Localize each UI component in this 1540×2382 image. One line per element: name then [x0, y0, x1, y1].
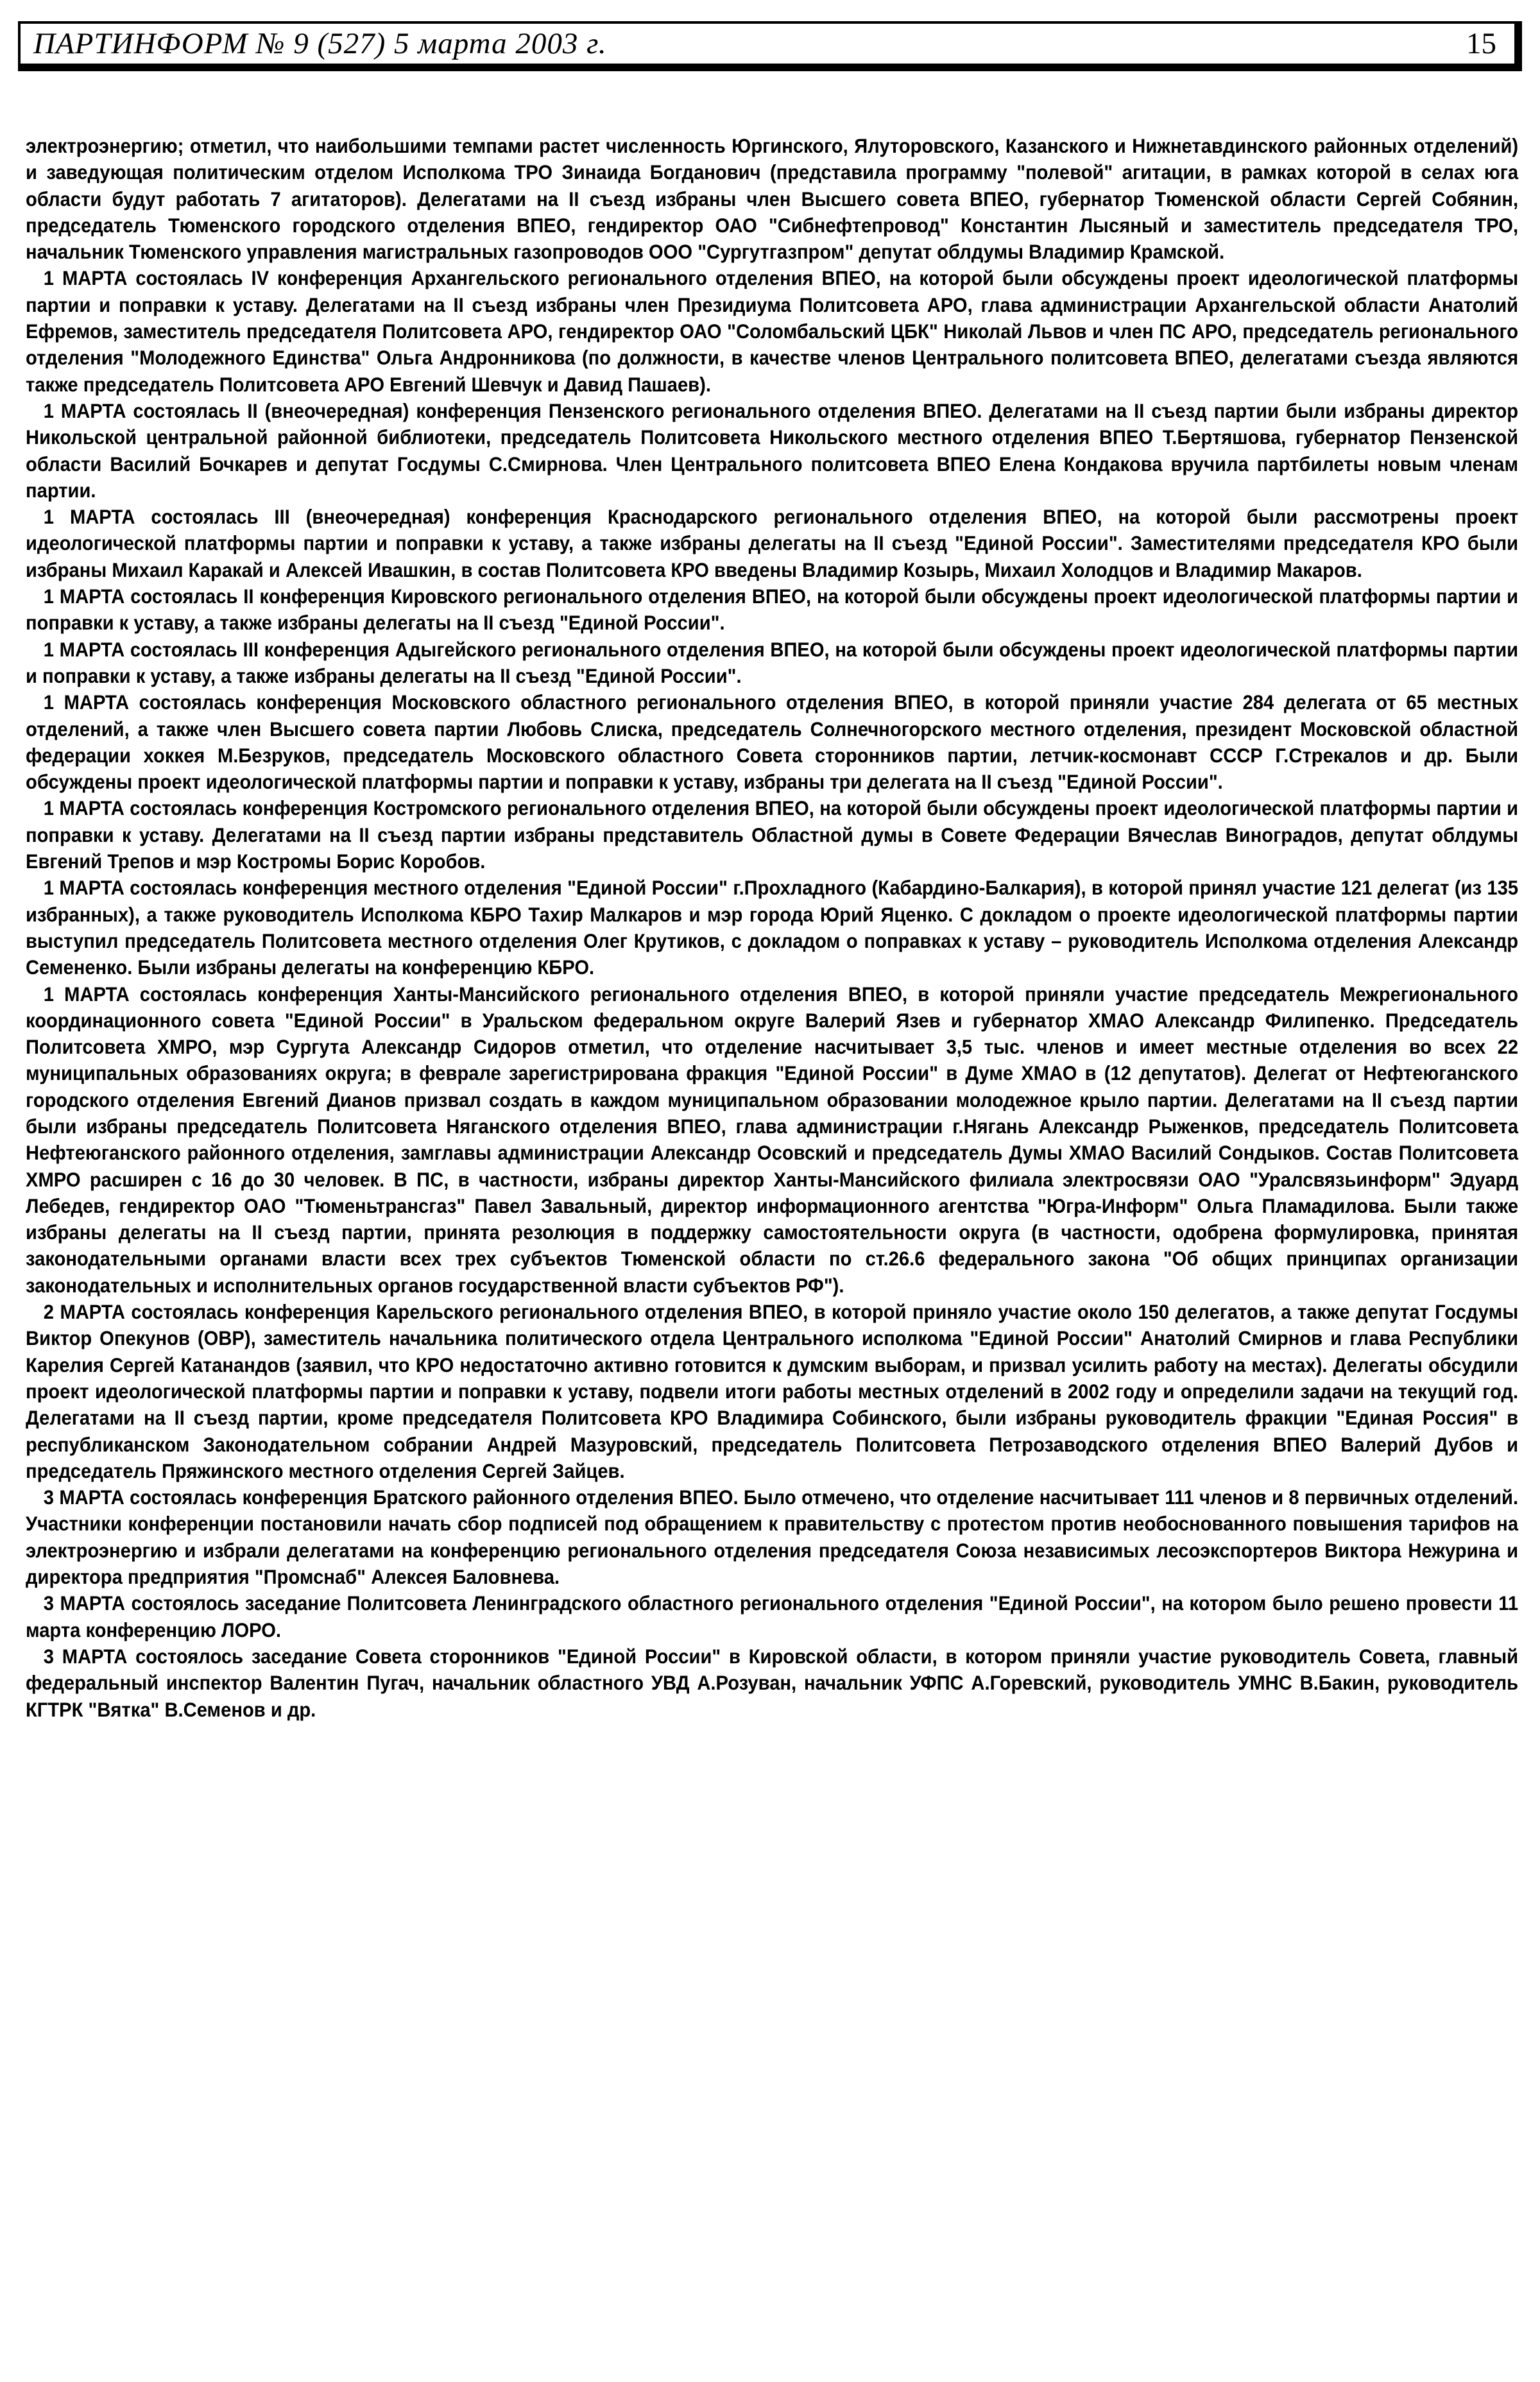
page-header — [18, 21, 1522, 71]
paragraph: 1 МАРТА состоялась III конференция Адыгейского регионального отделения ВПЕО, на которой были обсуждены проект идеологической платформы партии и поправки к уставу, а также избраны делегаты на II съезд "Единой России". — [26, 637, 1519, 687]
paragraph: 1 МАРТА состоялась II (внеочередная) конференция Пензенского регионального отделения ВПЕО. Делегатами на II съезд партии были избраны директор Никольской центральной районной библиотеки, председатель Политсовета Никольского местного отделения ВПЕО Т.Бертяшова, губернатор Пензенской области Василий Бочкарев и депутат Госдумы С.Смирнова. Член Центрального политсовета ВПЕО Елена Кондакова вручила партбилеты новым членам партии. — [26, 398, 1519, 502]
paragraph: электроэнергию; отметил, что наибольшими темпами растет численность Юргинского, Ялуторовского, Казанского и Нижнетавдинского районных отделений) и заведующая политическим отделом Исполкома ТРО Зинаида Богданович (представила программу "полевой" агитации, в рамках которой в селах юга области будут работать 7 агитаторов). Делегатами на II съезд избраны член Высшего совета ВПЕО, губернатор Тюменской области Сергей Собянин, председатель Тюменского городского отделения ВПЕО, гендиректор ОАО "Сибнефтепровод" Константин Лысяный и заместитель председателя ТРО, начальник Тюменского управления магистральных газопроводов ООО "Сургутгазпром" депутат облдумы Владимир Крамской. — [26, 134, 1519, 264]
paragraph: 3 МАРТА состоялось заседание Политсовета Ленинградского областного регионального отделения "Единой России", на котором было решено провести 11 марта конференцию ЛОРО. — [26, 1591, 1519, 1641]
paragraph: 1 МАРТА состоялась III (внеочередная) конференция Краснодарского регионального отделения ВПЕО, на которой были рассмотрены проект идеологической платформы партии и поправки к уставу, а также избраны делегаты на II съезд "Единой России". Заместителями председателя КРО были избраны Михаил Каракай и Алексей Ивашкин, в состав Политсовета КРО введены Владимир Козырь, Михаил Холодцов и Владимир Макаров. — [26, 505, 1519, 581]
paragraph: 1 МАРТА состоялась конференция Ханты-Мансийского регионального отделения ВПЕО, в которой приняли участие председатель Межрегионального координационного совета "Единой России" в Уральском федеральном округе Валерий Язев и губернатор ХМАО Александр Филипенко. Председатель Политсовета ХМРО, мэр Сургута Александр Сидоров отметил, что отделение насчитывает 3,5 тыс. членов и имеет местные отделения во всех 22 муниципальных образованиях округа; в феврале зарегистрирована фракция "Единой России" в Думе ХМАО в (12 депутатов). Делегат от Нефтеюганского городского отделения Евгений Дианов призвал создать в каждом муниципальном образовании молодежное крыло партии. Делегатами на II съезд партии были избраны председатель Политсовета Няганского отделения ВПЕО, глава администрации г.Нягань Александр Рыженков, председатель Политсовета Нефтеюганского районного отделения, замглавы администрации Александр Осовский и председатель Думы ХМАО Василий Сондыков. Состав Политсовета ХМРО расширен с 16 до 30 человек. В ПС, в частности, избраны директор Ханты-Мансийского филиала электросвязи ОАО "Уралсвязьинформ" Эдуард Лебедев, гендиректор ОАО "Тюменьтрансгаз" Павел Завальный, директор информационного агентства "Югра-Информ" Ольга Пламадилова. Были также избраны делегаты на II съезд партии, принята резолюция в поддержку самостоятельности округа (в частности, одобрена формулировка, принятая законодательными органами власти всех трех субъектов Тюменской области по ст.26.6 федерального закона "Об общих принципах организации законодательных и исполнительных органов государственной власти субъектов РФ"). — [26, 982, 1519, 1297]
paragraph: 3 МАРТА состоялась конференция Братского районного отделения ВПЕО. Было отмечено, что отделение насчитывает 111 членов и 8 первичных отделений. Участники конференции постановили начать сбор подписей под обращением к правительству с протестом против необоснованного повышения тарифов на электроэнергию и избрали делегатами на конференцию регионального отделения председателя Союза независимых лесоэкспортеров Виктора Нежурина и директора предприятия "Промснаб" Алексея Баловнева. — [26, 1486, 1519, 1589]
page-number: 15 — [1466, 27, 1496, 60]
paragraph: 1 МАРТА состоялась конференция местного отделения "Единой России" г.Прохладного (Кабардино-Балкария), в которой принял участие 121 делегат (из 135 избранных), а также руководитель Исполкома КБРО Тахир Малкаров и мэр города Юрий Яценко. С докладом о проекте идеологической платформы партии выступил председатель Политсовета местного отделения Олег Крутиков, с докладом о поправках к уставу – руководитель Исполкома отделения Александр Семененко. Были избраны делегаты на конференцию КБРО. — [26, 876, 1519, 979]
paragraph: 1 МАРТА состоялась конференция Костромского регионального отделения ВПЕО, на которой были обсуждены проект идеологической платформы партии и поправки к уставу. Делегатами на II съезд партии избраны представитель Областной думы в Совете Федерации Вячеслав Виноградов, депутат облдумы Евгений Трепов и мэр Костромы Борис Коробов. — [26, 796, 1519, 873]
paragraph: 1 МАРТА состоялась конференция Московского областного регионального отделения ВПЕО, в которой приняли участие 284 делегата от 65 местных отделений, а также член Высшего совета партии Любовь Слиска, председатель Солнечногорского местного отделения, президент Московской областной федерации хоккея М.Безруков, председатель Московского областного Совета сторонников партии, летчик-космонавт СССР Г.Стрекалов и др. Были обсуждены проект идеологической платформы партии и поправки к уставу, избраны три делегата на II съезд "Единой России". — [26, 690, 1519, 794]
issue-title: ПАРТИНФОРМ № 9 (527) 5 марта 2003 г. — [33, 27, 607, 60]
paragraph: 2 МАРТА состоялась конференция Карельского регионального отделения ВПЕО, в которой приняло участие около 150 делегатов, а также депутат Госдумы Виктор Опекунов (ОВР), заместитель начальника политического отдела Центрального исполкома "Единой России" Анатолий Смирнов и глава Республики Карелия Сергей Катанандов (заявил, что КРО недостаточно активно готовится к думским выборам, и призвал усилить работу на местах). Делегаты обсудили проект идеологической платформы партии и поправки к уставу, подвели итоги работы местных отделений в 2002 году и определили задачи на текущий год. Делегатами на II съезд партии, кроме председателя Политсовета КРО Владимира Собинского, были избраны руководитель фракции "Единая Россия" в республиканском Законодательном собрании Андрей Мазуровский, председатель Политсовета Петрозаводского отделения ВПЕО Валерий Дубов и председатель Пряжинского местного отделения Сергей Зайцев. — [26, 1300, 1519, 1482]
paragraph: 3 МАРТА состоялось заседание Совета сторонников "Единой России" в Кировской области, в котором приняли участие руководитель Совета, главный федеральный инспектор Валентин Пугач, начальник областного УВД А.Розуван, начальник УФПС А.Горевский, руководитель УМНС В.Бакин, руководитель КГТРК "Вятка" В.Семенов и др. — [26, 1644, 1519, 1721]
article-body — [26, 133, 1518, 1723]
paragraph: 1 МАРТА состоялась IV конференция Архангельского регионального отделения ВПЕО, на которой были обсуждены проект идеологической платформы партии и поправки к уставу. Делегатами на II съезд избраны член Президиума Политсовета АРО, глава администрации Архангельской области Анатолий Ефремов, заместитель председателя Политсовета АРО, гендиректор ОАО "Соломбальский ЦБК" Николай Львов и член ПС АРО, председатель регионального отделения "Молодежного Единства" Ольга Андронникова (по должности, в качестве членов Центрального политсовета ВПЕО, делегатами съезда являются также председатель Политсовета АРО Евгений Шевчук и Давид Пашаев). — [26, 266, 1519, 396]
paragraph: 1 МАРТА состоялась II конференция Кировского регионального отделения ВПЕО, на которой были обсуждены проект идеологической платформы партии и поправки к уставу, а также избраны делегаты на II съезд "Единой России". — [26, 585, 1519, 635]
